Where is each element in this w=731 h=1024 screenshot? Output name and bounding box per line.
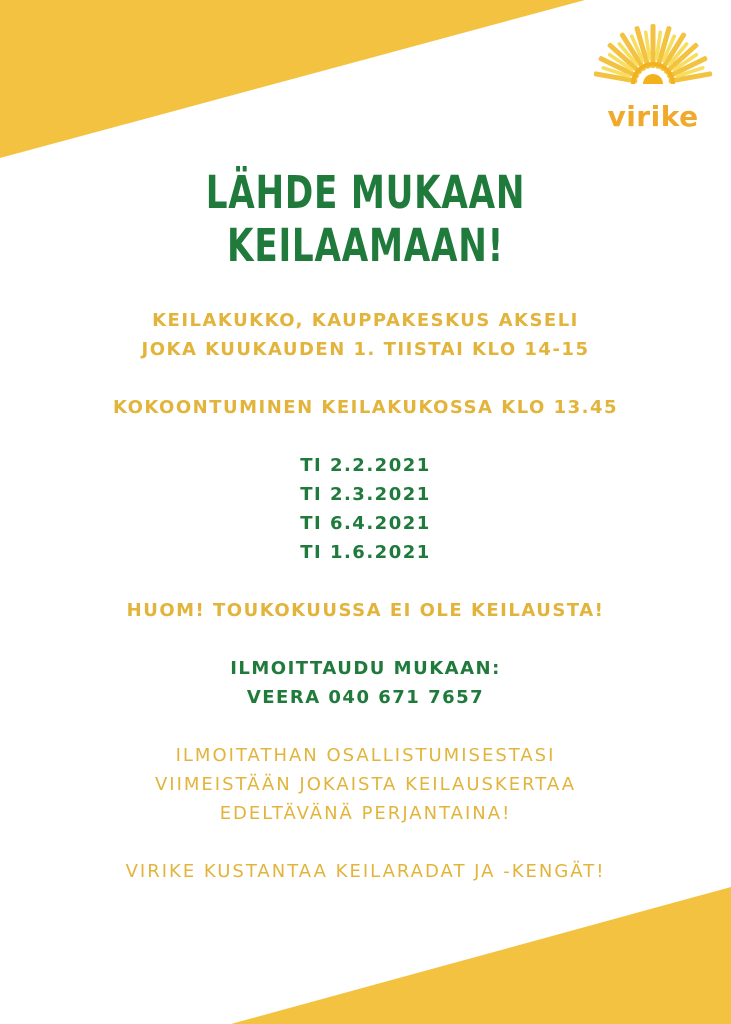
date-item: TI 6.4.2021 bbox=[300, 513, 431, 534]
may-notice: HUOM! TOUKOKUUSSA EI OLE KEILAUSTA! bbox=[126, 600, 605, 621]
deadline-line-3: EDELTÄVÄNÄ PERJANTAINA! bbox=[219, 803, 512, 824]
spacer bbox=[0, 422, 731, 451]
page-title: LÄHDE MUKAAN KEILAAMAAN! bbox=[205, 166, 526, 272]
date-item: TI 1.6.2021 bbox=[300, 542, 431, 563]
spacer bbox=[0, 567, 731, 596]
contact-line-1: ILMOITTAUDU MUKAAN: bbox=[230, 658, 501, 679]
location-line-2: JOKA KUUKAUDEN 1. TIISTAI KLO 14-15 bbox=[141, 339, 590, 360]
date-item: TI 2.3.2021 bbox=[300, 484, 431, 505]
spacer bbox=[0, 364, 731, 393]
event-details bbox=[0, 306, 731, 886]
deadline-line-2: VIIMEISTÄÄN JOKAISTA KEILAUSKERTAA bbox=[154, 774, 577, 795]
spacer bbox=[0, 828, 731, 857]
gathering-time: KOKOONTUMINEN KEILAKUKOSSA KLO 13.45 bbox=[112, 397, 619, 418]
virike-logo bbox=[588, 14, 718, 134]
contact-phone: VEERA 040 671 7657 bbox=[246, 687, 485, 708]
location-line-1: KEILAKUKKO, KAUPPAKESKUS AKSELI bbox=[152, 310, 579, 331]
logo-text: virike bbox=[607, 100, 699, 133]
deadline-line-1: ILMOITATHAN OSALLISTUMISESTASI bbox=[175, 745, 556, 766]
sunrise-icon bbox=[588, 14, 718, 104]
bottom-right-corner-shape bbox=[231, 887, 731, 1024]
date-item: TI 2.2.2021 bbox=[300, 455, 431, 476]
spacer bbox=[0, 712, 731, 741]
sponsor-note: VIRIKE KUSTANTAA KEILARADAT JA -KENGÄT! bbox=[125, 861, 606, 882]
spacer bbox=[0, 625, 731, 654]
